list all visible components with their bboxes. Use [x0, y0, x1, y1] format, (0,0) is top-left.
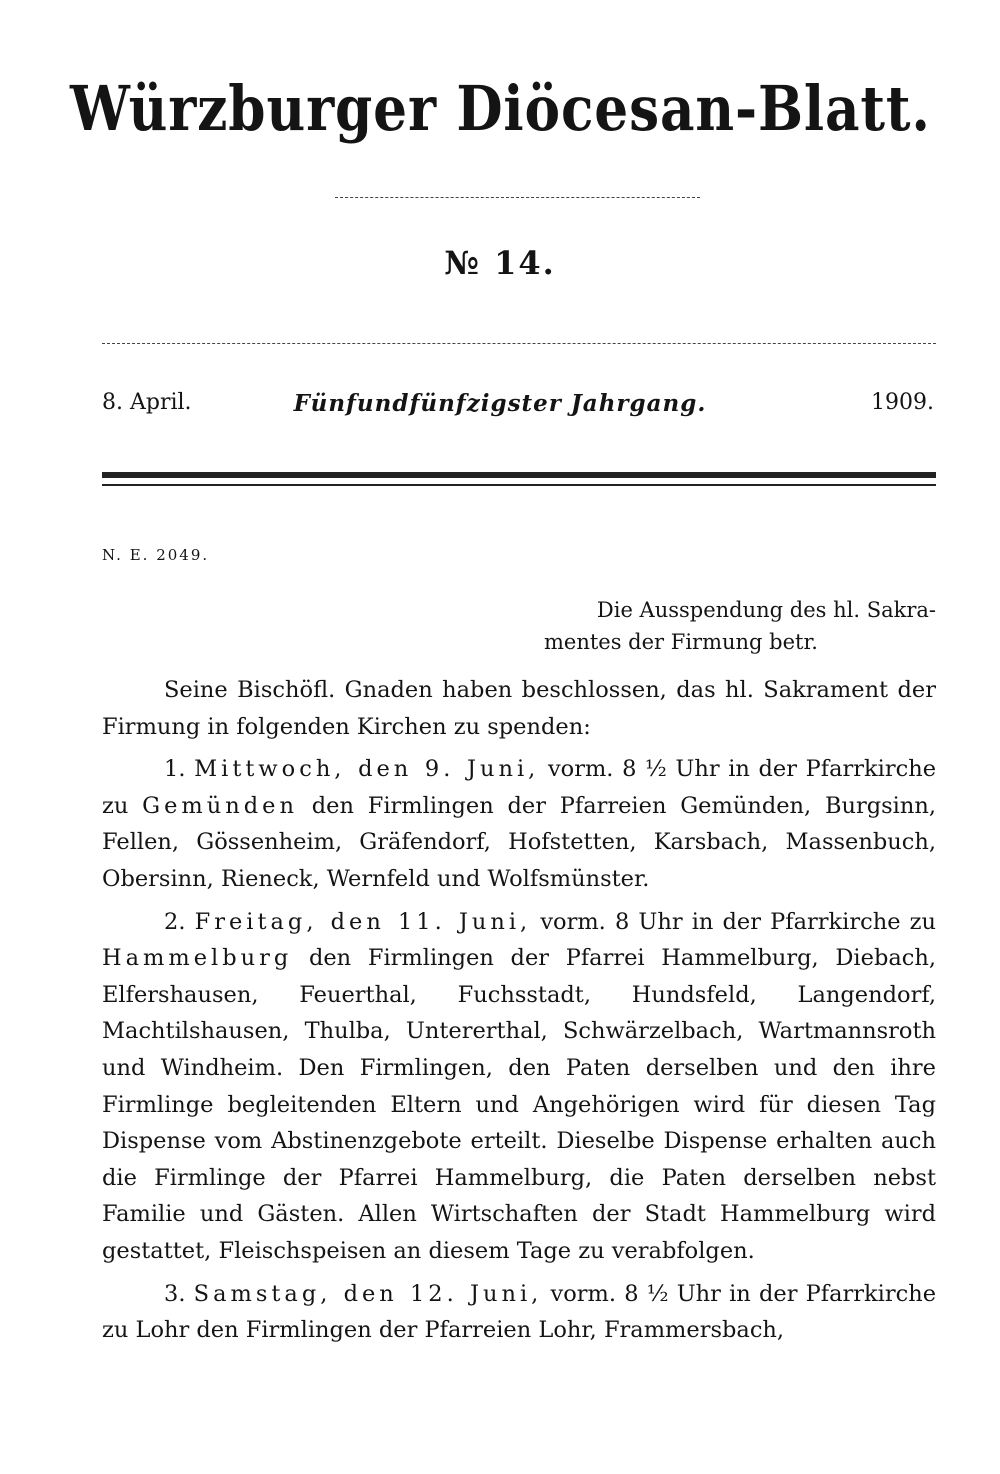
masthead-title: Würzburger Diöcesan-Blatt.: [70, 72, 931, 145]
item-time: vorm. 8 Uhr in der Pfarrkirche zu: [540, 908, 936, 935]
item-text: den Firmlingen der Pfarrei Hammelburg, Diebach, Elfershausen, Feuerthal, Fuchsstadt, Hundsfeld, Langendorf, Machtilshausen, Thulba, Untererthal, Schwärzelbach, Wartmannsroth und Windheim. Den Firmlingen, den Paten derselben und den ihre Firmlinge begleitenden Eltern und Angehörigen wird für diesen Tag Dispense vom Abstinenzgebote erteilt. Dieselbe Dispense erhalten auch die Firmlinge der Pfarrei Hammelburg, die Paten derselben nebst Familie und Gästen. Allen Wirtschaften der Stadt Hammelburg wird gestattet, Fleischspeisen an diesem Tage zu verabfolgen.: [102, 945, 936, 1264]
reference-number: N. E. 2049.: [102, 546, 210, 564]
item-number: 1.: [164, 756, 186, 783]
item-day: Samstag, den 12. Juni,: [193, 1280, 543, 1307]
item-day: Freitag, den 11. Juni,: [194, 908, 532, 935]
intro-paragraph: Seine Bischöfl. Gnaden haben beschlossen, das hl. Sakrament der Firmung in folgenden Kirchen zu spenden:: [102, 677, 936, 740]
item-text: den Firmlingen der Pfarreien Gemünden, Burgsinn, Fellen, Gössenheim, Gräfendorf, Hofstetten, Karsbach, Massenbuch, Obersinn, Rieneck, Wernfeld und Wolfsmünster.: [102, 792, 937, 892]
subject-block: [520, 594, 936, 658]
issue-year: 1909.: [871, 390, 934, 415]
item-place: Hammelburg: [102, 945, 293, 972]
item-text: vorm. 8 ½ Uhr in der Pfarrkirche zu Lohr den Firmlingen der Pfarreien Lohr, Frammersbach,: [102, 1280, 937, 1344]
item-time: vorm. 8 ½ Uhr in der Pfarrkirche zu: [102, 756, 937, 819]
item-number: 2.: [164, 908, 186, 935]
title-divider: [335, 197, 700, 198]
heavy-rule: [102, 472, 936, 478]
firmung-item-1: [102, 751, 936, 897]
subject-line: mentes der Firmung betr.: [544, 630, 818, 654]
issue-date: 8. April.: [102, 390, 192, 415]
item-day: Mittwoch, den 9. Juni,: [194, 756, 540, 783]
subject-line: Die Ausspendung des hl. Sakra-: [596, 598, 936, 622]
item-number: 3.: [164, 1280, 186, 1307]
firmung-item-2: [102, 904, 936, 1270]
issue-divider: [102, 343, 936, 344]
item-place: Gemünden: [142, 792, 298, 819]
volume-label: Fünfundfünfzigster Jahrgang.: [293, 390, 707, 417]
firmung-item-3: [102, 1276, 936, 1349]
notice-body: [102, 672, 936, 1355]
issue-number: № 14.: [444, 244, 556, 282]
thin-rule: [102, 484, 936, 486]
